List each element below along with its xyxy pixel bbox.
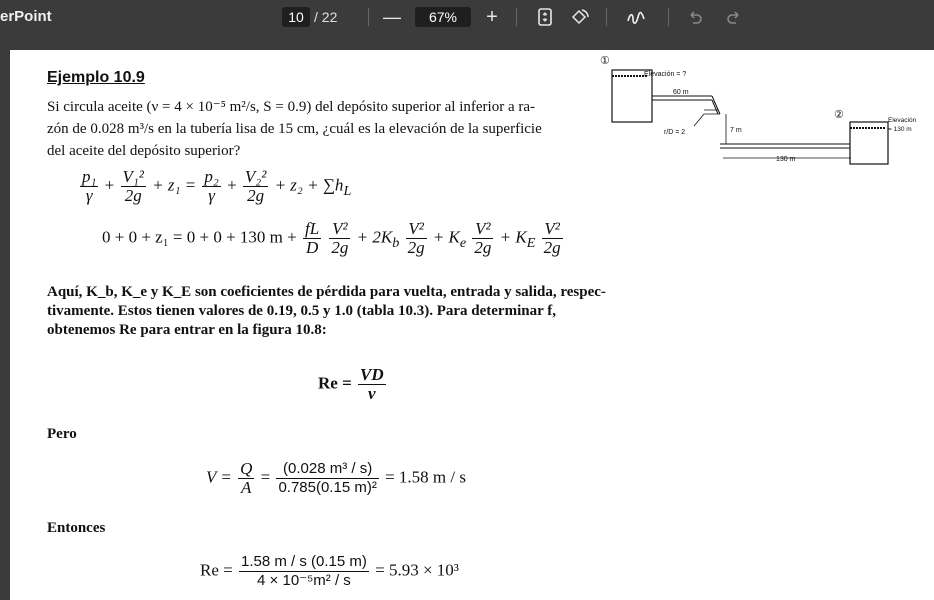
- eq-term: γ: [85, 186, 93, 205]
- eq-term: 1.58 m / s (0.15 m): [240, 553, 367, 570]
- eq-term: = 5.93 × 10³: [375, 560, 459, 580]
- eq-term: + z₁ =: [152, 175, 197, 195]
- eq-term: e: [459, 234, 467, 251]
- viewer-toolbar: [0, 0, 934, 36]
- eq-term: 2g: [474, 238, 492, 257]
- eq-term: V²: [542, 220, 563, 239]
- app-name: erPoint: [0, 8, 52, 25]
- eq-term: V²: [472, 220, 493, 239]
- problem-statement: [47, 96, 542, 162]
- paragraph-line: tivamente. Estos tienen valores de 0.19, 0.5 y 1.0 (tabla 10.3). Para determinar f,: [47, 303, 556, 319]
- eq-term: ∑h: [322, 175, 344, 195]
- fit-page-button[interactable]: [532, 4, 558, 30]
- reynolds-result-equation: [200, 553, 459, 590]
- velocity-equation: [206, 460, 466, 497]
- fit-page-icon: [537, 8, 553, 26]
- reservoir-diagram: [598, 52, 928, 172]
- draw-icon: [625, 7, 647, 27]
- eq-term: 2g: [124, 186, 142, 205]
- eq-term: E: [526, 234, 536, 251]
- eq-term: A: [241, 478, 252, 497]
- eq-term: + 2K: [356, 227, 393, 247]
- divider: [368, 8, 369, 26]
- eq-term: VD: [360, 365, 384, 384]
- problem-line: Si circula aceite (ν = 4 × 10⁻⁵ m²/s, S = 0.9) del depósito superior al inferior a ra-: [47, 99, 536, 115]
- eq-term: Re =: [200, 560, 233, 580]
- eq-term: ν: [368, 384, 376, 403]
- zoom-level-input[interactable]: 67%: [415, 7, 471, 27]
- page-total: / 22: [314, 9, 338, 25]
- page-number-input[interactable]: 10: [282, 7, 310, 27]
- redo-button[interactable]: [722, 4, 746, 30]
- drop-label: 7 m: [730, 127, 742, 134]
- reservoir-2-label: ②: [834, 109, 844, 121]
- energy-equation-expanded: [102, 220, 565, 257]
- zoom-out-button[interactable]: —: [383, 7, 401, 27]
- eq-term: + K: [432, 227, 460, 247]
- undo-icon: [687, 9, 703, 25]
- draw-button[interactable]: [622, 4, 650, 30]
- elevation-top-label: Elevación = ?: [644, 71, 687, 78]
- entonces-label: Entonces: [47, 520, 106, 536]
- eq-term: Q: [240, 459, 253, 478]
- eq-term: p₁: [82, 167, 97, 186]
- rotate-icon: [569, 7, 591, 27]
- loss-coefficients-text: [47, 283, 606, 340]
- eq-term: D: [305, 238, 319, 257]
- divider: [516, 8, 517, 26]
- eq-term: V =: [206, 467, 232, 487]
- elevation-bottom-label-1: Elevación: [888, 117, 917, 124]
- pero-label: Pero: [47, 426, 77, 442]
- eq-term: + K: [499, 227, 527, 247]
- eq-term: γ: [208, 186, 215, 205]
- problem-line: zón de 0.028 m³/s en la tubería lisa de 15 cm, ¿cuál es la elevación de la superficie: [47, 121, 542, 137]
- problem-line: del aceite del depósito superior?: [47, 143, 241, 159]
- eq-term: + z₂ +: [274, 175, 319, 195]
- rotate-button[interactable]: [566, 4, 594, 30]
- paragraph-line: obtenemos Re para entrar en la figura 10.8:: [47, 322, 327, 338]
- eq-term: 2g: [407, 238, 425, 257]
- paragraph-line: Aquí, K_b, K_e y K_E son coeficientes de pérdida para vuelta, entrada y salida, respec-: [47, 284, 606, 300]
- eq-term: V₁²: [122, 167, 144, 186]
- divider: [668, 8, 669, 26]
- redo-icon: [726, 9, 742, 25]
- length-60-label: 60 m: [673, 89, 689, 96]
- eq-term: =: [260, 467, 271, 487]
- elevation-bottom-label-2: = 130 m: [888, 126, 912, 133]
- length-130-label: 130 m: [776, 156, 796, 163]
- energy-equation: $\frac{\text{p₁}}{\gamma}$ + $\frac{\text{V₁²}}{2g}$ + z₁ = $\frac{\text{p₂}}{\gamma}$ + $\frac{\text{V₂²}}{2g}$ + $z_2 + \sum h_L$: [82, 167, 352, 205]
- eq-term: 0.785(0.15 m)²: [278, 479, 377, 496]
- reynolds-equation: [318, 366, 388, 403]
- undo-button[interactable]: [683, 4, 707, 30]
- eq-term: V²: [329, 220, 350, 239]
- bend-ratio-label: r/D = 2: [664, 129, 686, 136]
- eq-term: p₂: [204, 167, 219, 186]
- eq-term: = 1.58 m / s: [385, 467, 466, 487]
- eq-term: 2g: [247, 186, 265, 205]
- divider: [606, 8, 607, 26]
- eq-term: 0 + 0 + z₁ = 0 + 0 + 130 m +: [102, 227, 297, 247]
- eq-term: Re =: [318, 373, 352, 393]
- eq-term: 2g: [543, 238, 561, 257]
- eq-term: V₂²: [244, 167, 267, 186]
- eq-term: 4 × 10⁻⁵m² / s: [257, 572, 351, 589]
- zoom-in-button[interactable]: +: [486, 6, 498, 28]
- eq-term: (0.028 m³ / s): [276, 460, 378, 479]
- example-heading: Ejemplo 10.9: [47, 69, 145, 86]
- reservoir-1-label: ①: [600, 55, 610, 67]
- eq-term: L: [343, 182, 352, 199]
- eq-term: fL: [304, 219, 320, 238]
- eq-term: 2g: [331, 238, 349, 257]
- eq-term: V²: [406, 220, 427, 239]
- pdf-page: [10, 50, 934, 600]
- eq-term: b: [392, 234, 400, 251]
